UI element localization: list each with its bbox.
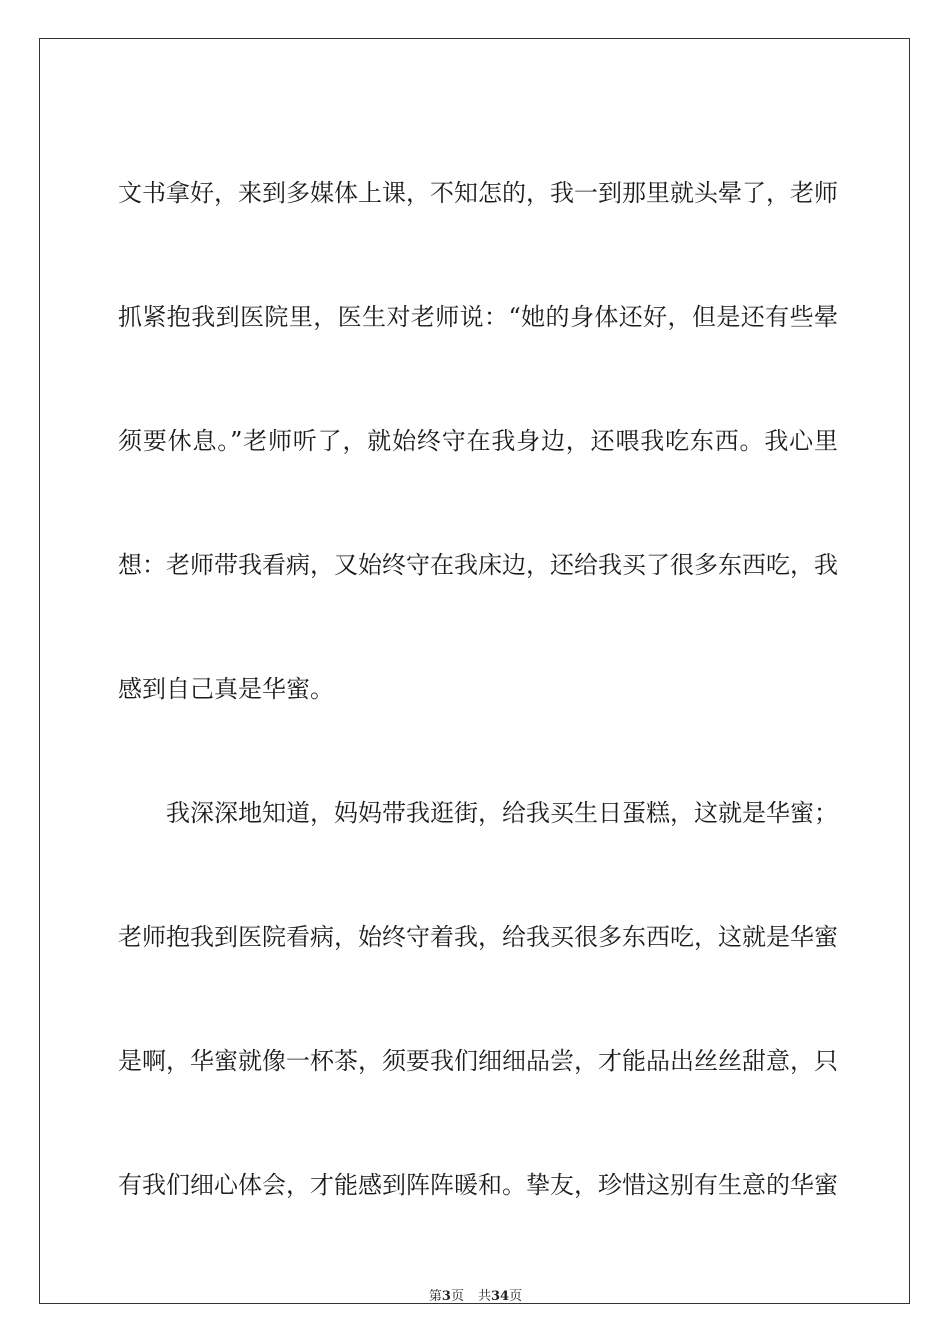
total-page-count: 34 <box>490 1289 510 1304</box>
current-page-number: 3 <box>441 1289 451 1304</box>
page-suffix: 页 <box>450 1289 464 1304</box>
total-suffix: 页 <box>509 1289 523 1304</box>
text-line-9: 有我们细心体会，才能感到阵阵暖和。挚友，珍惜这别有生意的华蜜 <box>118 1171 838 1199</box>
text-line-8: 是啊，华蜜就像一杯茶，须要我们细细品尝，才能品出丝丝甜意，只 <box>118 1047 838 1075</box>
text-line-3: 须要休息。”老师听了，就始终守在我身边，还喂我吃东西。我心里 <box>118 427 838 455</box>
page-footer <box>40 1285 911 1304</box>
text-line-2: 抓紧抱我到医院里，医生对老师说：“她的身体还好，但是还有些晕 <box>118 303 838 331</box>
body-text <box>118 131 838 1247</box>
text-line-1: 文书拿好，来到多媒体上课，不知怎的，我一到那里就头晕了，老师 <box>118 179 838 207</box>
total-prefix: 共 <box>477 1289 491 1304</box>
text-line-6: 我深深地知道，妈妈带我逛街，给我买生日蛋糕，这就是华蜜； <box>166 799 838 827</box>
page-prefix: 第 <box>428 1289 442 1304</box>
text-line-5: 感到自己真是华蜜。 <box>118 675 334 703</box>
page-frame <box>39 38 910 1304</box>
text-line-4: 想：老师带我看病，又始终守在我床边，还给我买了很多东西吃，我 <box>118 551 838 579</box>
text-line-7: 老师抱我到医院看病，始终守着我，给我买很多东西吃，这就是华蜜 <box>118 923 838 951</box>
